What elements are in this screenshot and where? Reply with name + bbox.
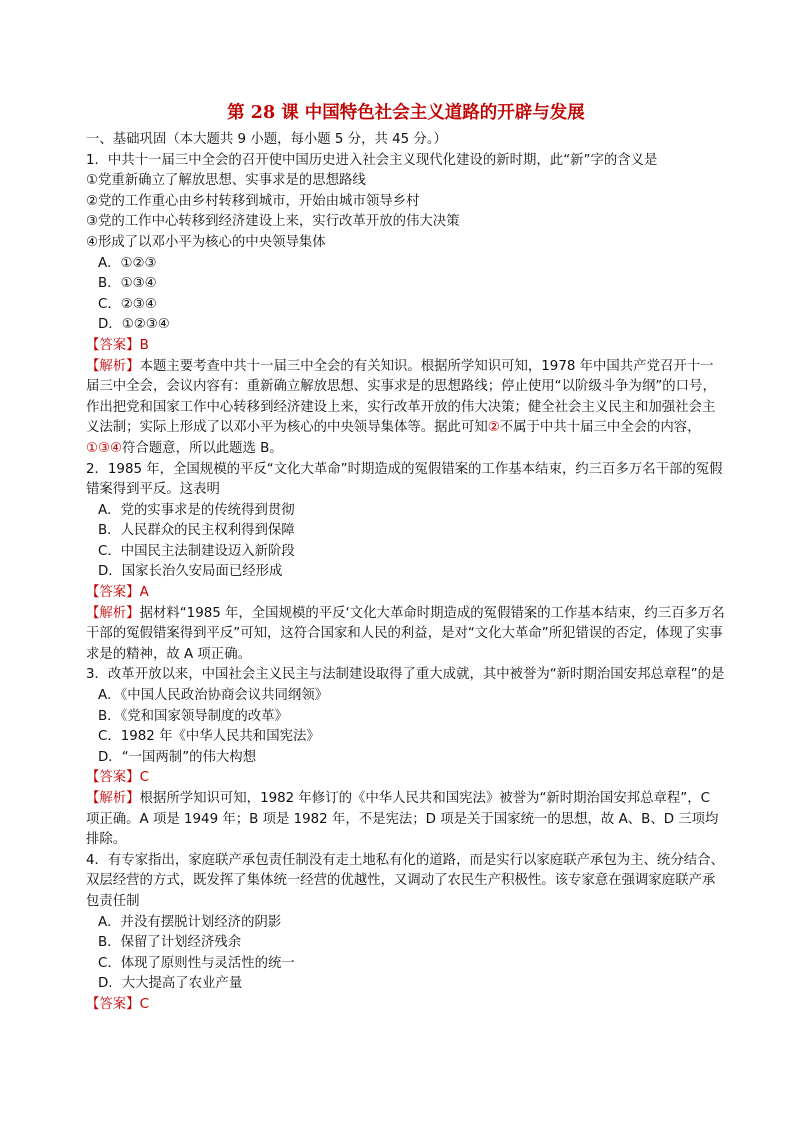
answer-tag: 【答案】 [86, 770, 140, 786]
option-b: B．①③④ [98, 276, 157, 292]
option-d: D．①②③④ [98, 317, 170, 333]
question-3 [86, 665, 726, 850]
answer-line [86, 995, 726, 1016]
answer-value: C [139, 996, 149, 1012]
option-c: C．1982 年《中华人民共和国宪法》 [98, 729, 320, 745]
statement-item: ①党重新确立了解放思想、实事求是的思想路线 [86, 173, 366, 189]
statement-item: ④形成了以邓小平为核心的中央领导集体 [86, 234, 326, 250]
question-2 [86, 460, 726, 666]
answer-line [86, 583, 726, 604]
document-page [86, 100, 726, 1016]
option-d: D．大大提高了农业产量 [98, 976, 243, 992]
option-b: B．人民群众的民主权利得到保障 [98, 523, 295, 539]
question-stem: 2．1985 年，全国规模的平反“文化大革命”时期造成的冤假错案的工作基本结束，约三百多万名干部的冤假错案得到平反。这表明 [86, 461, 723, 498]
option-a: A．①②③ [98, 255, 157, 271]
answer-value: A [139, 585, 149, 601]
question-stem: 3．改革开放以来，中国社会主义民主与法制建设取得了重大成就，其中被誉为“新时期治国安邦总章程”的是 [86, 667, 725, 683]
analysis-tag: 【解析】 [86, 358, 140, 374]
option-c: C．②③④ [98, 296, 157, 312]
analysis-text: 本题主要考查中共十一届三中全会的有关知识。根据所学知识可知，1978 年中国共产党召开十一届三中全会，会议内容有：重新确立解放思想、实事求是的思想路线；停止使用“以阶级斗争为纲”的口号，作出把党和国家工作中心转移到经济建设上来，实行改革开放的伟大决策；健全社会主义民主和加强社会主义法制；实际上形成了以邓小平为核心的中央领导集体等。据此可知 [86, 358, 716, 436]
analysis-text: 符合题意，所以此题选 B。 [122, 440, 283, 456]
option-a: A．并没有摆脱计划经济的阴影 [98, 914, 282, 930]
answer-line [86, 768, 726, 789]
analysis-tag: 【解析】 [86, 791, 140, 806]
option-d: D．“一国两制”的伟大构想 [98, 749, 257, 765]
section-heading: 一、基础巩固（本大题共 9 小题，每小题 5 分，共 45 分。） [86, 132, 447, 147]
answer-line [86, 336, 726, 357]
statement-item: ③党的工作中心转移到经济建设上来，实行改革开放的伟大决策 [86, 214, 460, 230]
analysis-line [86, 604, 726, 666]
option-b: B．保留了计划经济残余 [98, 935, 242, 951]
answer-value: B [139, 337, 149, 353]
question-1 [86, 151, 726, 460]
option-c: C．中国民主法制建设迈入新阶段 [98, 543, 295, 559]
answer-value: C [139, 770, 149, 786]
option-c: C．体现了原则性与灵活性的统一 [98, 955, 295, 971]
analysis-tag: 【解析】 [86, 605, 140, 621]
page-title: 第 28 课 中国特色社会主义道路的开辟与发展 [227, 103, 585, 123]
analysis-mark: ② [487, 420, 500, 436]
question-4 [86, 851, 726, 1016]
option-a: A．《中国人民政治协商会议共同纲领》 [98, 688, 329, 704]
analysis-text: 不属于中共十届三中全会的内容， [499, 420, 701, 436]
option-b: B．《党和国家领导制度的改革》 [98, 708, 288, 724]
question-stem: 4．有专家指出，家庭联产承包责任制没有走土地私有化的道路，而是实行以家庭联产承包为主、统分结合、双层经营的方式，既发挥了集体统一经营的优越性，又调动了农民生产积极性。该专家意在强调家庭联产承包责任制 [86, 852, 724, 909]
question-stem: 1．中共十一届三中全会的召开使中国历史进入社会主义现代化建设的新时期，此“新”字的含义是 [86, 152, 658, 168]
answer-tag: 【答案】 [86, 585, 140, 601]
analysis-line [86, 357, 726, 460]
analysis-mark: ①③④ [86, 440, 123, 456]
option-a: A．党的实事求是的传统得到贯彻 [98, 502, 295, 518]
analysis-text: 根据所学知识可知，1982 年修订的《中华人民共和国宪法》被誉为“新时期治国安邦总章程”，C 项正确。A 项是 1949 年；B 项是 1982 年，不是宪法；D 项是关于国家统一的思想，故 A、B、D 三项均排除。 [86, 791, 719, 848]
answer-tag: 【答案】 [86, 996, 140, 1012]
option-d: D．国家长治久安局面已经形成 [98, 564, 283, 580]
analysis-line [86, 789, 726, 851]
analysis-text: 据材料“1985 年，全国规模的平反‘文化大革命时期造成的冤假错案的工作基本结束，约三百多万名干部的冤假错案得到平反”可知，这符合国家和人民的利益，是对“文化大革命”所犯错误的否定，体现了实事求是的精神，故 A 项正确。 [86, 605, 725, 662]
answer-tag: 【答案】 [86, 337, 140, 353]
statement-item: ②党的工作重心由乡村转移到城市，开始由城市领导乡村 [86, 193, 420, 209]
